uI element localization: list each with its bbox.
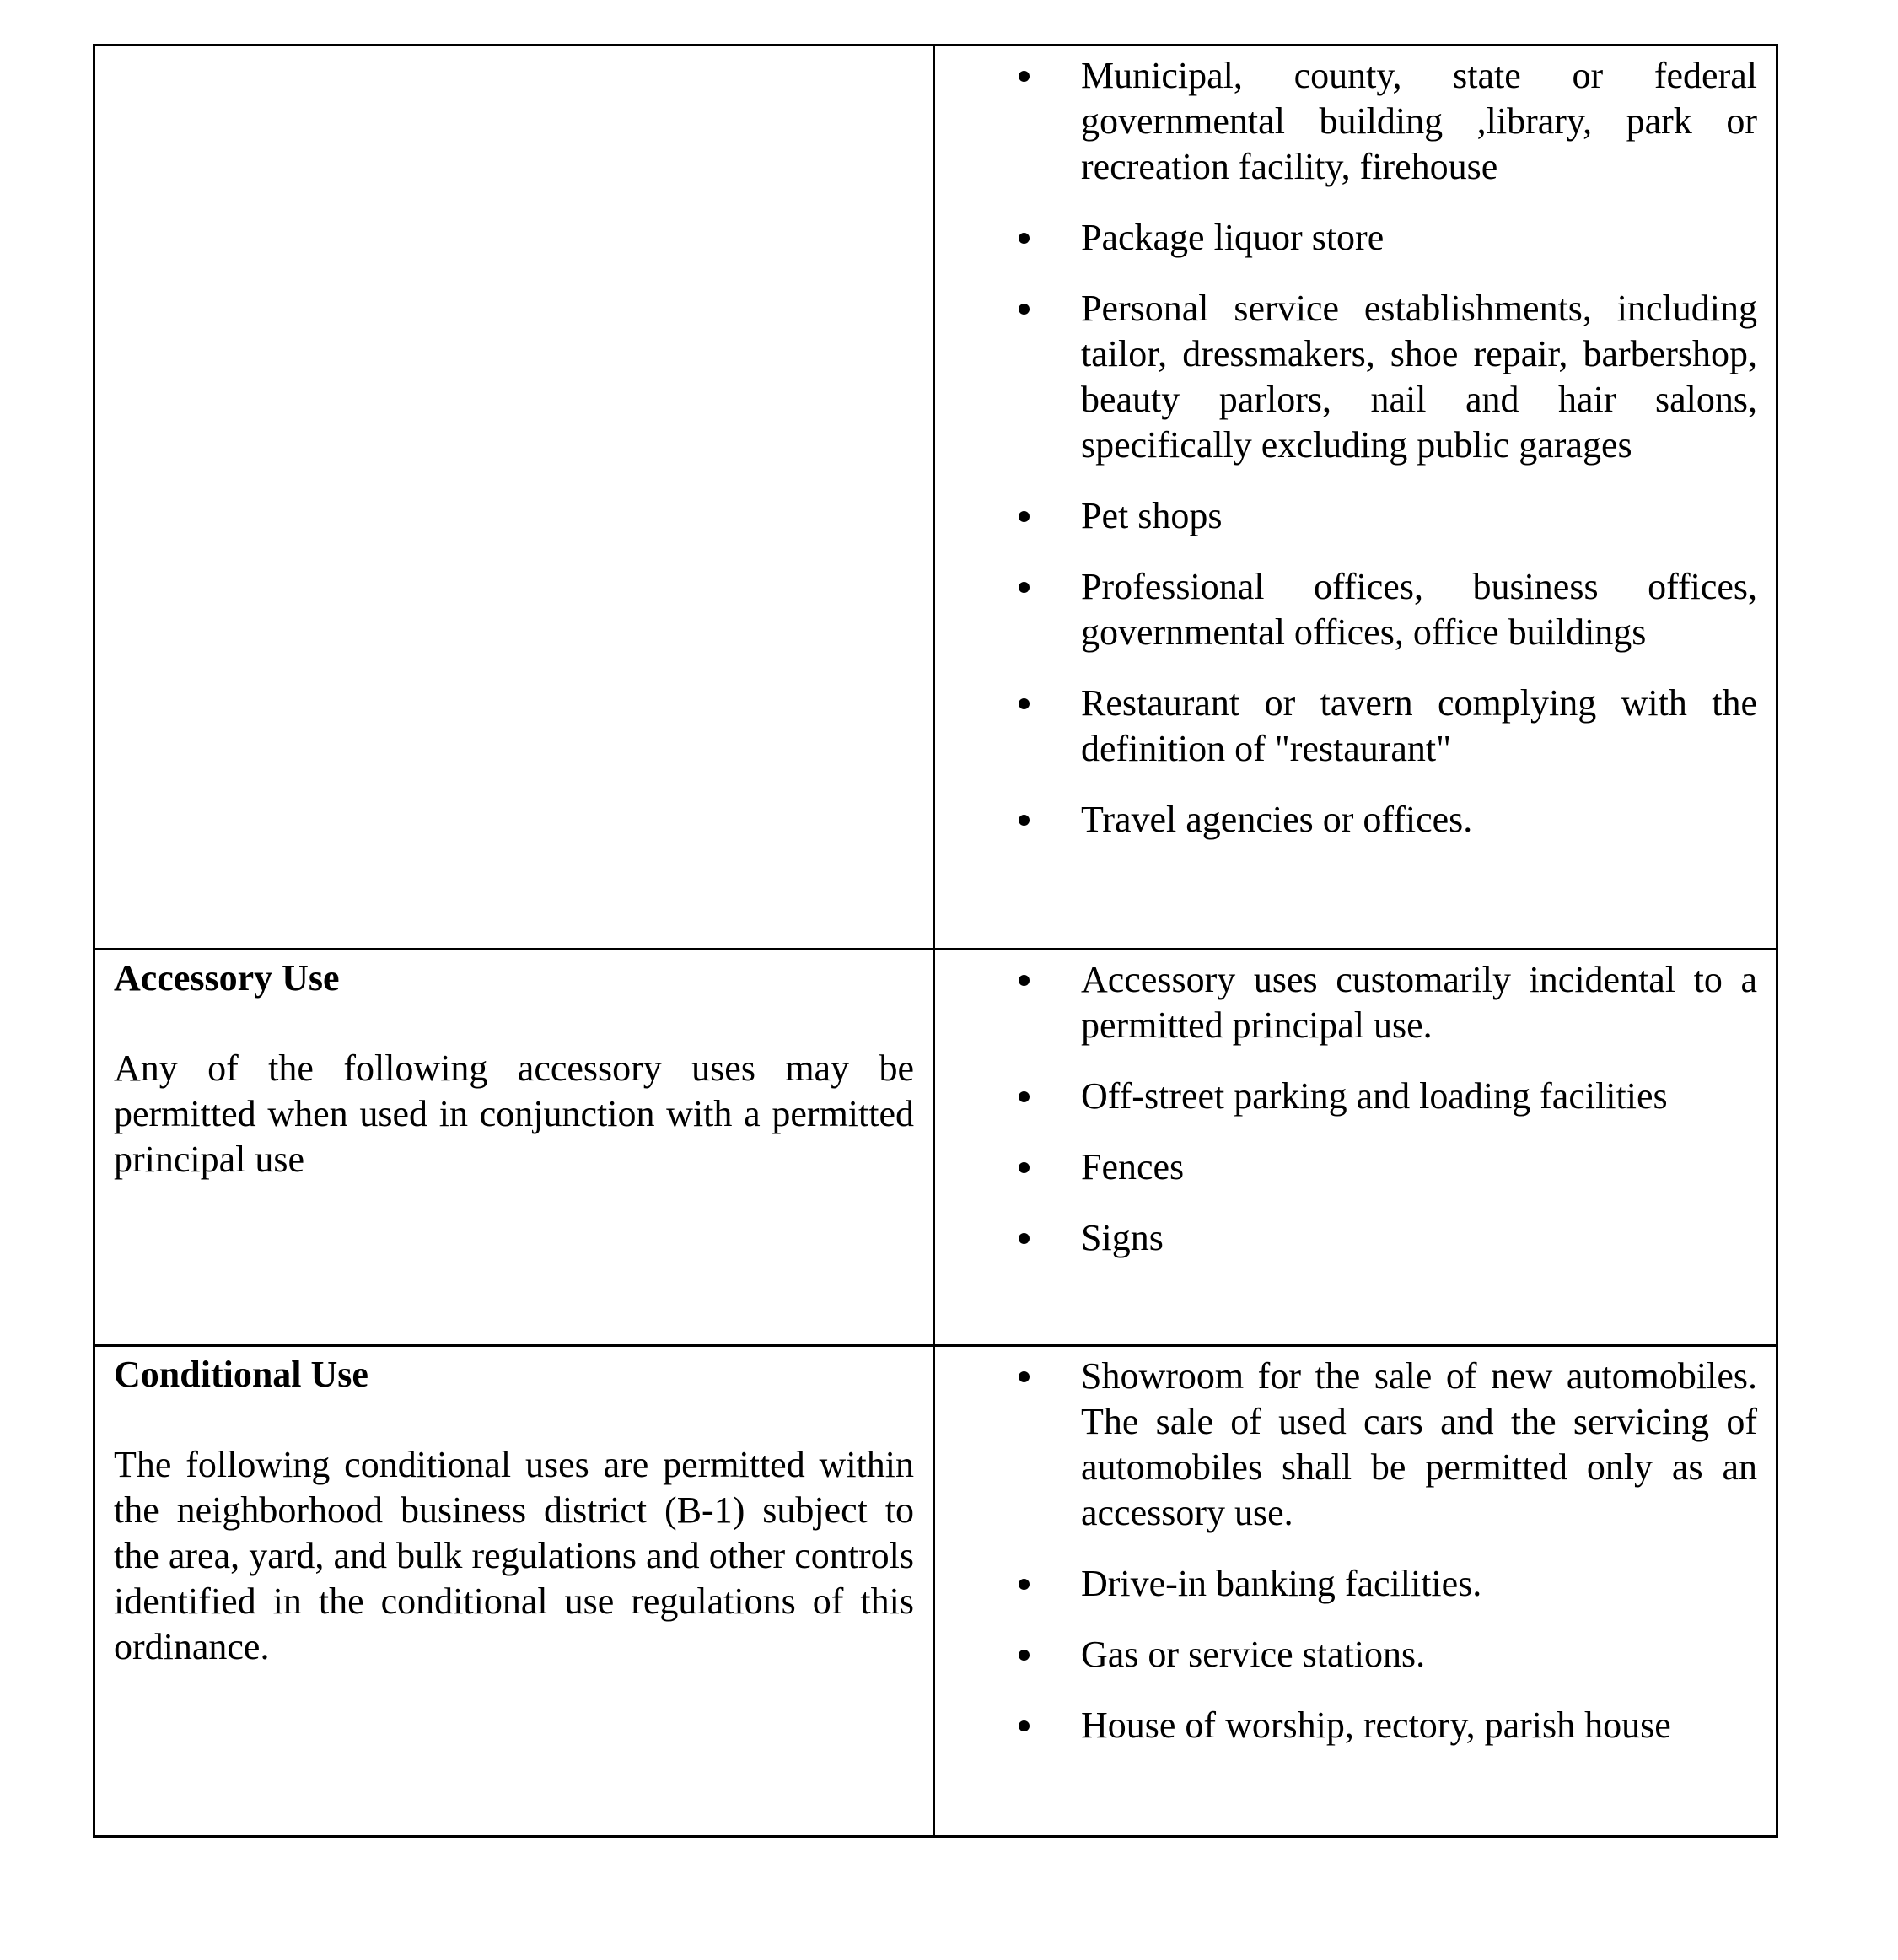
list-item (935, 564, 1757, 655)
table-row (94, 46, 1777, 950)
list-item (935, 1561, 1757, 1607)
bullet-icon (1019, 304, 1030, 315)
permitted-uses-list (935, 46, 1776, 843)
list-item (935, 957, 1757, 1048)
list-item (935, 215, 1757, 261)
list-item-text: Signs (1081, 1217, 1164, 1258)
list-item-text: Personal service establishments, including tailor, dressmakers, shoe repair, barbershop, beauty parlors, nail and hair salons, specifically excluding public garages (1081, 288, 1757, 466)
list-item (935, 681, 1757, 772)
list-item-text: Professional offices, business offices, governmental offices, office buildings (1081, 566, 1757, 653)
bullet-icon (1019, 1650, 1030, 1661)
list-item (935, 1074, 1757, 1119)
bullet-icon (1019, 511, 1030, 522)
row-3-left-cell (94, 1346, 934, 1837)
bullet-icon (1019, 1371, 1030, 1382)
list-item (935, 1632, 1757, 1677)
list-item-text: Restaurant or tavern complying with the definition of "restaurant" (1081, 682, 1757, 769)
list-item-text: Fences (1081, 1146, 1185, 1187)
section-description: The following conditional uses are permitted within the neighborhood business district (B-1) subject to the area, yard, and bulk regulations and other controls identified in the conditional use regulations of this ordinance. (114, 1444, 914, 1667)
list-item-text: Gas or service stations. (1081, 1634, 1426, 1675)
list-item-text: Off-street parking and loading facilities (1081, 1075, 1668, 1117)
row-2-right-cell (934, 950, 1777, 1346)
list-item-text: Package liquor store (1081, 217, 1385, 258)
zoning-use-table (93, 44, 1778, 1838)
row-1-right-cell (934, 46, 1777, 950)
list-item (935, 1144, 1757, 1190)
bullet-icon (1019, 698, 1030, 709)
bullet-icon (1019, 1091, 1030, 1102)
list-item-text: Drive-in banking facilities. (1081, 1563, 1482, 1604)
list-item (935, 1354, 1757, 1536)
list-item (935, 286, 1757, 468)
bullet-icon (1019, 1579, 1030, 1590)
bullet-icon (1019, 1720, 1030, 1731)
bullet-icon (1019, 975, 1030, 986)
list-item (935, 1215, 1757, 1261)
table-row (94, 1346, 1777, 1837)
row-1-left-cell (94, 46, 934, 950)
list-item-text: Showroom for the sale of new automobiles. The sale of used cars and the servicing of automobiles shall be permitted only as an accessory use. (1081, 1355, 1757, 1533)
list-item-text: Municipal, county, state or federal governmental building ,library, park or recreation facility, firehouse (1081, 55, 1757, 187)
accessory-uses-list (935, 950, 1776, 1261)
list-item-text: Accessory uses customarily incidental to a permitted principal use. (1081, 959, 1757, 1046)
section-heading: Accessory Use (114, 957, 340, 999)
list-item-text: Travel agencies or offices. (1081, 799, 1473, 840)
section-heading: Conditional Use (114, 1354, 368, 1395)
row-2-left-cell (94, 950, 934, 1346)
list-item (935, 1703, 1757, 1748)
bullet-icon (1019, 1162, 1030, 1173)
list-item (935, 53, 1757, 190)
row-3-right-cell (934, 1346, 1777, 1837)
list-item-text: House of worship, rectory, parish house (1081, 1704, 1671, 1746)
bullet-icon (1019, 815, 1030, 826)
section-description: Any of the following accessory uses may be permitted when used in conjunction with a permitted principal use (114, 1047, 914, 1180)
table-row (94, 950, 1777, 1346)
list-item-text: Pet shops (1081, 495, 1223, 536)
conditional-uses-list (935, 1347, 1776, 1748)
bullet-icon (1019, 582, 1030, 593)
list-item (935, 493, 1757, 539)
bullet-icon (1019, 71, 1030, 82)
list-item (935, 797, 1757, 843)
bullet-icon (1019, 1233, 1030, 1244)
bullet-icon (1019, 233, 1030, 244)
